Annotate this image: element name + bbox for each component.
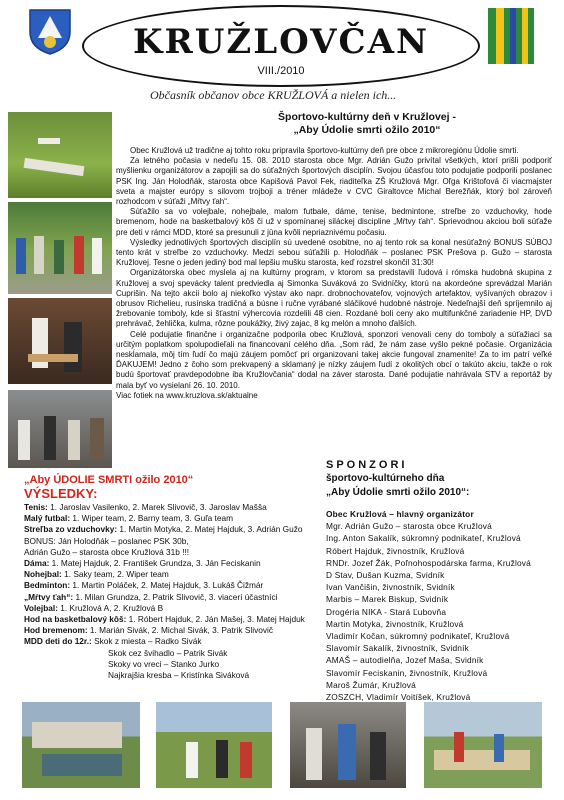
article-title: [192, 111, 542, 137]
result-line: Hod bremenom: 1. Marián Sivák, 2. Michal Sivák, 3. Patrik Slivovič: [24, 625, 273, 636]
sponsor-item: Vladimír Kočan, súkromný podnikateľ, Kružlová: [326, 631, 510, 642]
result-line: „Mŕtvy ťah“: 1. Milan Grundza, 2. Patrik Slivovič, 3. viacerí účastníci: [24, 591, 278, 602]
sponsor-item: Slavomír Sakalík, živnostník, Svidník: [326, 643, 469, 654]
photo-bottom-4: [424, 702, 542, 788]
article-paragraph: Organizátorska obec myslela aj na kultúrny program, v ktorom sa predstavili ľudová i rómska hudobná skupina z Kružlovej a svoj spevácky talent predviedla aj Simonka Suváková zo Svidníčky, ktorú na akordeóne sprevádzal Marián Cuprišin. Na tejto akcii bolo aj niekoľko výstav ako napr. drobnochovateľov, vojnových artefaktov, vyšívaných obrazov i obrusov Richelieu, rusínska tradičná a búsne i ručne vyrábané sláčikové hudobné nástroje. Nedeľnajší deň spríjemnilo aj žrebovanie tomboly, kde si šťastní výhercovia rozdelili 48 cien. Rozdané boli ceny ako multifunkčné zariadenie HP, DVD prehrávač, žehlička, kulma, rôzne poukážky, živý zajac, 8 kg melón a mnoho ďalších.: [116, 268, 552, 329]
coat-of-arms: [26, 8, 74, 56]
article-paragraph: Celé podujatie finančne i organizačne podporila obec Kružlová, sponzori venovali ceny do tomboly a súťažiaci sa určitým poplatkom spolupodieľali na financovaní celého dňa. „Som rád, že nám zase vyšlo pekné počasie. Organizácia neskĺamala, môj tím ľudí čo majú záujem pomôcť pri organizovaní takej akcie fungoval znamenite! Za to im patrí veľké ĎAKUJEM! Jedno z čoho som prekvapený a sklamaný je nízky záujem ľudí z okolitých obcí o takúto akciu, takže o rok budú športovať pravdepodobne iba Kružlovčania“ dodal na záver starosta. Dané podujatie nahrávala STV a reportáž by mala byť vo vysielaní 26. 10. 2010.: [116, 329, 552, 390]
sponsor-item: Mgr. Adrián Gužo – starosta obce Kružlová: [326, 521, 492, 532]
sponsor-item: Ivan Vančišin, živnostník, Svidník: [326, 582, 455, 593]
result-line: Adrián Gužo – starosta obce Kružlová 31b !!!: [24, 546, 190, 557]
result-line: Skok cez švihadlo – Patrik Sivák: [108, 647, 228, 658]
photo-bottom-1: [22, 702, 140, 788]
sponsor-item: Martin Motyka, živnostník, Kružlová: [326, 618, 464, 629]
sponsors-title: SPONZORI: [326, 459, 408, 471]
newsletter-title: KRUŽLOVČAN: [132, 22, 430, 62]
photo-stage: [8, 390, 112, 468]
sponsor-item: Drogéria NIKA - Stará Ľubovňa: [326, 606, 447, 617]
results-list: [24, 502, 336, 681]
result-line: MDD deti do 12r.: Skok z miesta – Radko Sivák: [24, 636, 202, 647]
sponsor-item: Slavomír Feciskanin, živnostník, Kružlová: [326, 667, 488, 678]
photo-crowd: [8, 202, 112, 294]
sponsor-item: Róbert Hajduk, živnostník, Kružlová: [326, 545, 465, 556]
article-paragraph: Súťažilo sa vo volejbale, nohejbale, malom futbale, dáme, tenise, bedmintone, streľbe zo vzduchovky, hode bremenom, hode na basketbalový kôš či už v spomínanej siláckej discipline „Mŕtvy ťah“. Sprievodnou akciou boli súťaže pre deti v rámci MDD, ktoré sa presunuli z jūna kvôli nepriaznivému počasiu.: [116, 207, 552, 237]
article-title-line-1: Športovo-kultúrny deň v Kružlovej -: [278, 111, 456, 123]
sponsors-subtitle: športovo-kultúrneho dňa: [326, 473, 445, 484]
result-line: BONUS: Ján Holodňák – poslanec PSK 30b,: [24, 535, 189, 546]
result-line: Volejbal: 1. Kružlová A, 2. Kružlová B: [24, 602, 164, 613]
photos-link[interactable]: Viac fotiek na www.kruzlova.sk/aktualne: [116, 390, 258, 400]
result-line: Dáma: 1. Matej Hajduk, 2. František Grundza, 3. Ján Feciskanin: [24, 558, 261, 569]
sponsor-item: ZOSZCH, Vladimír Voitíšek, Kružlová: [326, 692, 471, 703]
sponsor-item: Maroš Žumár, Kružlová: [326, 679, 416, 690]
photo-sports-field: [8, 112, 112, 198]
article-paragraph: Výsledky jednotlivých športových disciplín sú uvedené osobitne, no aj tento rok sa konal nesúťažný BONUS SÚBOJ tento krát v streľbe zo vzduchovky. Medzi sebou súťažili p. Holodňák – poslanec PSK Prešova p. Gužo – starosta Kružlovej. Tesne o jeden jediný bod mal lepšiu mušku starosta, keď rozstrel skončil 31:30!: [116, 237, 552, 268]
result-line: Najkrajšia kresba – Kristínka Siváková: [108, 670, 250, 681]
newsletter-subtitle: Občasník občanov obce KRUŽLOVÁ a nielen ich...: [150, 88, 397, 102]
sponsor-item: AMAŠ – autodielňa, Jozef Maša, Svidník: [326, 655, 484, 666]
photo-bottom-2: [156, 702, 272, 788]
photo-musicians: [8, 298, 112, 384]
sponsor-item: Ing. Anton Sakalík, súkromný podnikateľ, Kružlová: [326, 533, 521, 544]
article-title-line-2: „Aby Údolie smrti ožilo 2010“: [293, 124, 441, 136]
results-heading: [24, 474, 193, 500]
sponsor-item: RNDr. Jozef Žák, Poľnohospodárska farma, Kružlová: [326, 557, 531, 568]
photo-bottom-3: [290, 702, 406, 788]
sponsor-item: Marbis – Marek Biskup, Svidník: [326, 594, 449, 605]
village-flag: [488, 8, 534, 64]
article-paragraph: Obec Kružlová už tradične aj tohto roku pripravila športovo-kultúrny deň pre obce z mikroregiónu Údolie smrti.: [130, 146, 519, 155]
sponsors-event: „Aby Údolie smrti ožilo 2010“:: [326, 487, 470, 498]
result-line: Skoky vo vreci – Stanko Jurko: [108, 658, 220, 669]
sponsor-main: Obec Kružlová – hlavný organizátor: [326, 509, 474, 519]
article-paragraph: Za letného počasia v nedeľu 15. 08. 2010 starosta obce Mgr. Adrián Gužo privítal všetkých, ktorí prišli podporiť myšlienku organizátorov a zapojili sa do súťažných športových disciplín. Svojou účasťou toto podujatie podporili poslanec PSK Ing. Ján Holodňák, starosta obce Kapišová Pavol Fek, riaditeľka ZŠ Kružlová Mgr. Oľga Krištofová či viacmajster sveta a majster európy s silovom trojboji a tréner mládeže v CVC Giraltovce Michal Berežňák, ktorý bol zároveň rozhodcom v súťaži „Mŕtvy ťah“.: [116, 156, 552, 207]
sponsors-list: [326, 508, 556, 703]
result-line: Tenis: 1. Jaroslav Vasilenko, 2. Marek Slivovič, 3. Jaroslav Mašša: [24, 502, 267, 512]
result-line: Bedminton: 1. Martin Poláček, 2. Matej Hajduk, 3. Lukáš Čižmár: [24, 580, 264, 591]
article-body: [116, 146, 552, 401]
result-line: Nohejbal: 1. Saky team, 2. Wiper team: [24, 569, 169, 580]
results-heading-event: „Aby ÚDOLIE SMRTI ožilo 2010“: [24, 474, 194, 486]
result-line: Streľba zo vzduchovky: 1. Martin Motyka, 2. Matej Hajduk, 3. Adrián Gužo: [24, 524, 303, 535]
result-line: Hod na basketbalový kôš: 1. Róbert Hajduk, 2. Ján Mašej, 3. Matej Hajduk: [24, 614, 305, 625]
issue-number: VIII./2010: [257, 65, 305, 77]
sponsor-item: D Stav, Dušan Kuzma, Svidník: [326, 570, 445, 581]
results-heading-label: VÝSLEDKY:: [24, 486, 98, 501]
sponsors-heading: [326, 458, 469, 500]
result-line: Malý futbal: 1. Wiper team, 2. Barny team, 3. Guľa team: [24, 513, 234, 524]
